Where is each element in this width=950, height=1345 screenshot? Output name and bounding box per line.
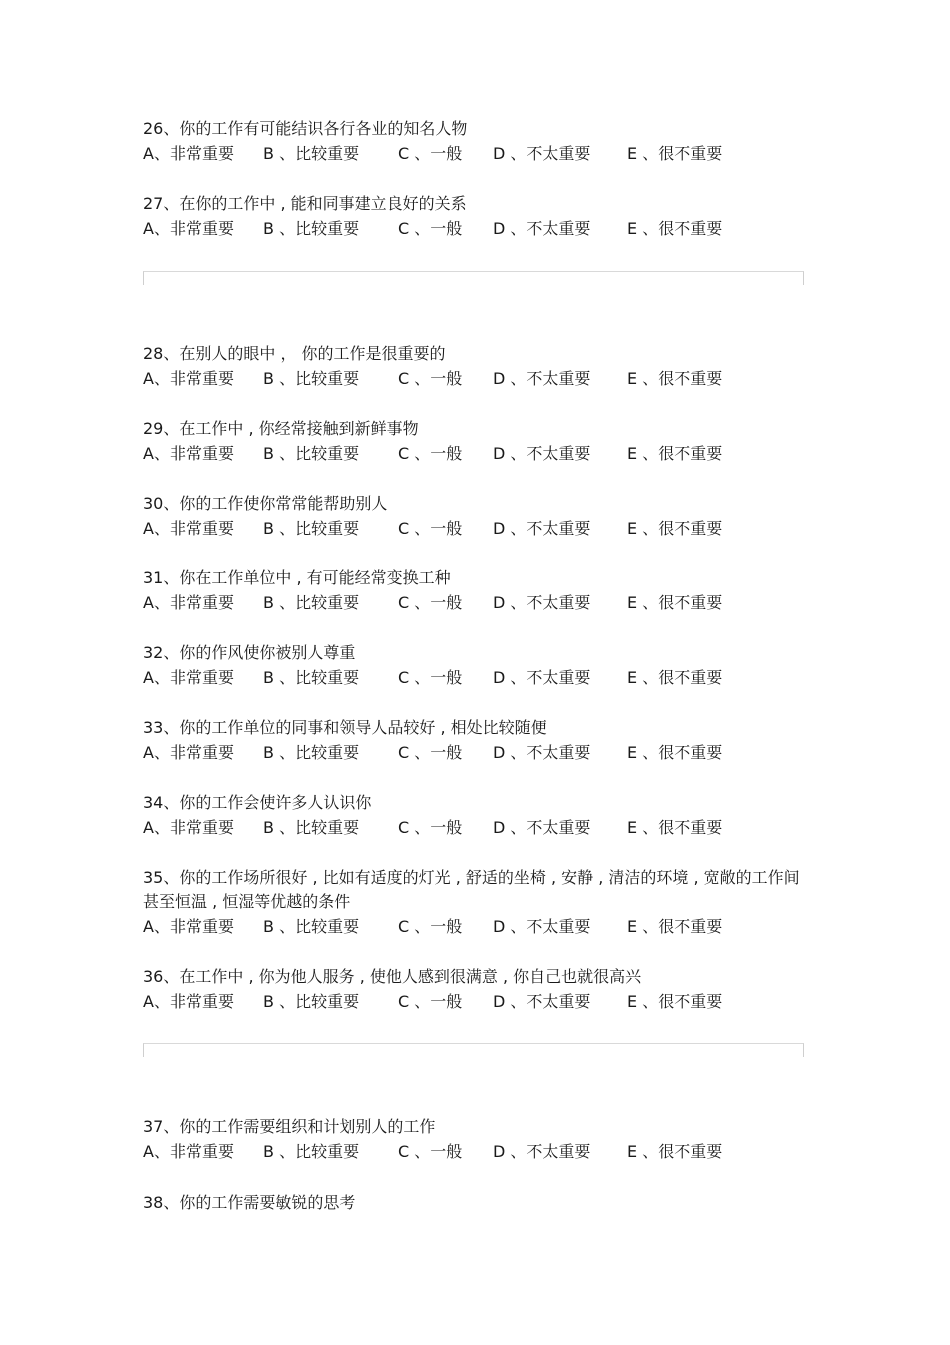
option-row bbox=[143, 1139, 808, 1164]
option-e: E 、很不重要 bbox=[627, 743, 723, 762]
option-c: C 、一般 bbox=[398, 668, 463, 687]
option-e: E 、很不重要 bbox=[627, 593, 723, 612]
option-d: D 、不太重要 bbox=[493, 144, 591, 163]
option-e: E 、很不重要 bbox=[627, 219, 723, 238]
question-text: 29、在工作中 , 你经常接触到新鲜事物 bbox=[143, 419, 419, 438]
option-a: A、非常重要 bbox=[143, 818, 234, 837]
option-b: B 、比较重要 bbox=[263, 917, 360, 936]
option-c: C 、一般 bbox=[398, 519, 463, 538]
option-d: D 、不太重要 bbox=[493, 369, 591, 388]
option-a: A、非常重要 bbox=[143, 593, 234, 612]
option-e: E 、很不重要 bbox=[627, 444, 723, 463]
option-e: E 、很不重要 bbox=[627, 917, 723, 936]
question-item bbox=[143, 566, 808, 615]
option-row bbox=[143, 590, 808, 615]
option-d: D 、不太重要 bbox=[493, 444, 591, 463]
question-text: 38、你的工作需要敏锐的思考 bbox=[143, 1193, 356, 1212]
question-item bbox=[143, 1115, 808, 1164]
question-text: 32、你的作风使你被别人尊重 bbox=[143, 643, 356, 662]
option-d: D 、不太重要 bbox=[493, 1142, 591, 1161]
option-a: A、非常重要 bbox=[143, 917, 234, 936]
question-text: 28、在别人的眼中 ， 你的工作是很重要的 bbox=[143, 344, 446, 363]
option-row bbox=[143, 815, 808, 840]
option-b: B 、比较重要 bbox=[263, 219, 360, 238]
option-row bbox=[143, 516, 808, 541]
question-item bbox=[143, 791, 808, 840]
question-text: 31、你在工作单位中 , 有可能经常变换工种 bbox=[143, 568, 451, 587]
question-item bbox=[143, 492, 808, 541]
option-d: D 、不太重要 bbox=[493, 593, 591, 612]
page-divider bbox=[143, 271, 804, 285]
option-b: B 、比较重要 bbox=[263, 593, 360, 612]
question-text: 36、在工作中 , 你为他人服务 , 使他人感到很满意 , 你自己也就很高兴 bbox=[143, 967, 642, 986]
option-a: A、非常重要 bbox=[143, 743, 234, 762]
option-row bbox=[143, 141, 808, 166]
question-item bbox=[143, 192, 808, 241]
option-d: D 、不太重要 bbox=[493, 668, 591, 687]
question-text: 34、你的工作会使许多人认识你 bbox=[143, 793, 372, 812]
option-e: E 、很不重要 bbox=[627, 369, 723, 388]
option-row bbox=[143, 989, 808, 1014]
question-text: 27、在你的工作中 , 能和同事建立良好的关系 bbox=[143, 194, 467, 213]
option-d: D 、不太重要 bbox=[493, 743, 591, 762]
option-a: A、非常重要 bbox=[143, 1142, 234, 1161]
option-b: B 、比较重要 bbox=[263, 444, 360, 463]
question-item bbox=[143, 716, 808, 765]
option-c: C 、一般 bbox=[398, 144, 463, 163]
option-a: A、非常重要 bbox=[143, 668, 234, 687]
option-b: B 、比较重要 bbox=[263, 1142, 360, 1161]
option-d: D 、不太重要 bbox=[493, 519, 591, 538]
option-b: B 、比较重要 bbox=[263, 144, 360, 163]
question-text: 26、你的工作有可能结识各行各业的知名人物 bbox=[143, 119, 468, 138]
option-c: C 、一般 bbox=[398, 444, 463, 463]
question-item bbox=[143, 965, 808, 1014]
option-row bbox=[143, 366, 808, 391]
option-c: C 、一般 bbox=[398, 1142, 463, 1161]
option-c: C 、一般 bbox=[398, 743, 463, 762]
option-c: C 、一般 bbox=[398, 917, 463, 936]
question-item bbox=[143, 641, 808, 690]
option-c: C 、一般 bbox=[398, 219, 463, 238]
option-b: B 、比较重要 bbox=[263, 519, 360, 538]
option-d: D 、不太重要 bbox=[493, 818, 591, 837]
option-c: C 、一般 bbox=[398, 818, 463, 837]
question-item bbox=[143, 417, 808, 466]
question-item bbox=[143, 866, 808, 939]
question-text: 35、你的工作场所很好 , 比如有适度的灯光 , 舒适的坐椅 , 安静 , 清洁的环境 , 宽敞的工作间甚至恒温 , 恒湿等优越的条件 bbox=[143, 868, 800, 911]
option-b: B 、比较重要 bbox=[263, 668, 360, 687]
option-row bbox=[143, 216, 808, 241]
option-e: E 、很不重要 bbox=[627, 668, 723, 687]
question-text: 37、你的工作需要组织和计划别人的工作 bbox=[143, 1117, 436, 1136]
option-row bbox=[143, 740, 808, 765]
question-text: 30、你的工作使你常常能帮助别人 bbox=[143, 494, 388, 513]
option-d: D 、不太重要 bbox=[493, 917, 591, 936]
option-c: C 、一般 bbox=[398, 992, 463, 1011]
option-e: E 、很不重要 bbox=[627, 519, 723, 538]
question-text: 33、你的工作单位的同事和领导人品较好 , 相处比较随便 bbox=[143, 718, 547, 737]
option-row bbox=[143, 441, 808, 466]
option-e: E 、很不重要 bbox=[627, 818, 723, 837]
option-e: E 、很不重要 bbox=[627, 992, 723, 1011]
question-item bbox=[143, 1191, 808, 1215]
page-divider bbox=[143, 1043, 804, 1057]
option-d: D 、不太重要 bbox=[493, 219, 591, 238]
option-e: E 、很不重要 bbox=[627, 1142, 723, 1161]
option-a: A、非常重要 bbox=[143, 992, 234, 1011]
option-d: D 、不太重要 bbox=[493, 992, 591, 1011]
option-a: A、非常重要 bbox=[143, 519, 234, 538]
option-a: A、非常重要 bbox=[143, 219, 234, 238]
option-a: A、非常重要 bbox=[143, 369, 234, 388]
question-item bbox=[143, 342, 808, 391]
option-row bbox=[143, 914, 808, 939]
option-e: E 、很不重要 bbox=[627, 144, 723, 163]
option-b: B 、比较重要 bbox=[263, 818, 360, 837]
option-b: B 、比较重要 bbox=[263, 369, 360, 388]
option-b: B 、比较重要 bbox=[263, 992, 360, 1011]
question-item bbox=[143, 117, 808, 166]
option-a: A、非常重要 bbox=[143, 444, 234, 463]
option-c: C 、一般 bbox=[398, 369, 463, 388]
option-c: C 、一般 bbox=[398, 593, 463, 612]
option-a: A、非常重要 bbox=[143, 144, 234, 163]
option-b: B 、比较重要 bbox=[263, 743, 360, 762]
option-row bbox=[143, 665, 808, 690]
